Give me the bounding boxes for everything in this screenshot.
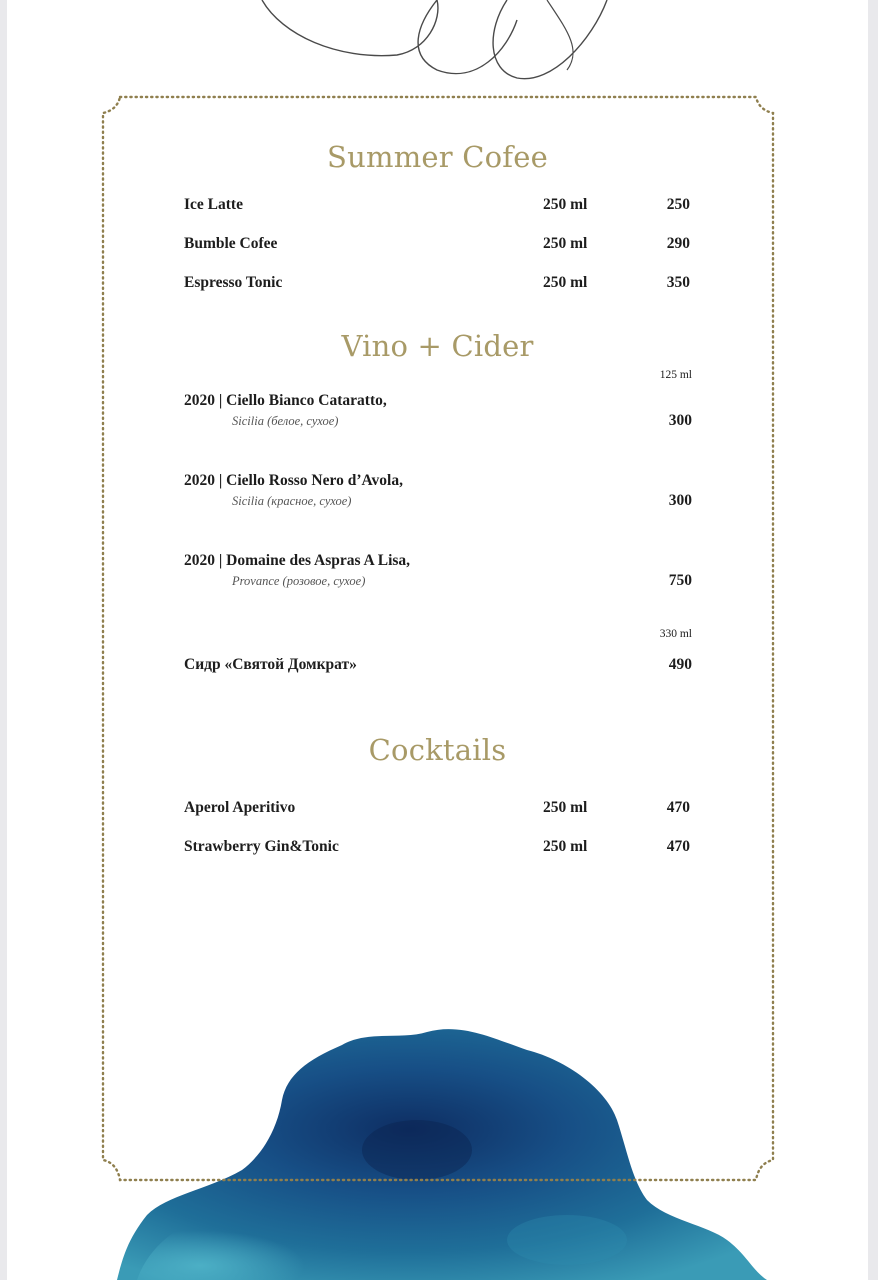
menu-item-price: 250 <box>666 196 690 213</box>
wine-volume-label: 125 ml <box>659 369 692 381</box>
menu-page <box>7 0 868 1280</box>
menu-item-name: Aperol Aperitivo <box>184 799 296 816</box>
cider-price: 490 <box>668 656 692 673</box>
menu-item-price: 470 <box>666 799 690 816</box>
menu-item-volume: 250 ml <box>543 274 588 291</box>
menu-item-volume: 250 ml <box>543 799 588 816</box>
section-title-vino: Vino + Cider <box>341 329 534 363</box>
wine-price: 300 <box>668 492 692 509</box>
menu-item-name: Espresso Tonic <box>184 274 283 291</box>
cider-volume-label: 330 ml <box>659 628 692 640</box>
wine-price: 300 <box>668 412 692 429</box>
wine-name: 2020 | Domaine des Aspras A Lisa, <box>184 552 411 569</box>
menu-item-price: 470 <box>666 838 690 855</box>
wine-name: 2020 | Ciello Rosso Nero d’Avola, <box>184 472 403 489</box>
wine-price: 750 <box>668 572 692 589</box>
menu-item-volume: 250 ml <box>543 196 588 213</box>
menu-item-name: Strawberry Gin&Tonic <box>184 838 339 855</box>
menu-item-name: Bumble Cofee <box>184 235 278 252</box>
menu-item-price: 290 <box>666 235 690 252</box>
wine-origin: Provance (розовое, сухое) <box>232 574 366 588</box>
menu-item-name: Ice Latte <box>184 196 243 213</box>
menu-item-volume: 250 ml <box>543 838 588 855</box>
dotted-frame <box>7 0 868 1280</box>
wine-origin: Sicilia (красное, сухое) <box>232 494 352 508</box>
wine-origin: Sicilia (белое, сухое) <box>232 414 339 428</box>
cider-name: Сидр «Святой Домкрат» <box>184 656 357 673</box>
wine-name: 2020 | Ciello Bianco Cataratto, <box>184 392 387 409</box>
menu-item-price: 350 <box>666 274 690 291</box>
section-title-cocktails: Cocktails <box>368 733 507 767</box>
menu-item-volume: 250 ml <box>543 235 588 252</box>
section-title-summer: Summer Cofee <box>327 140 548 174</box>
